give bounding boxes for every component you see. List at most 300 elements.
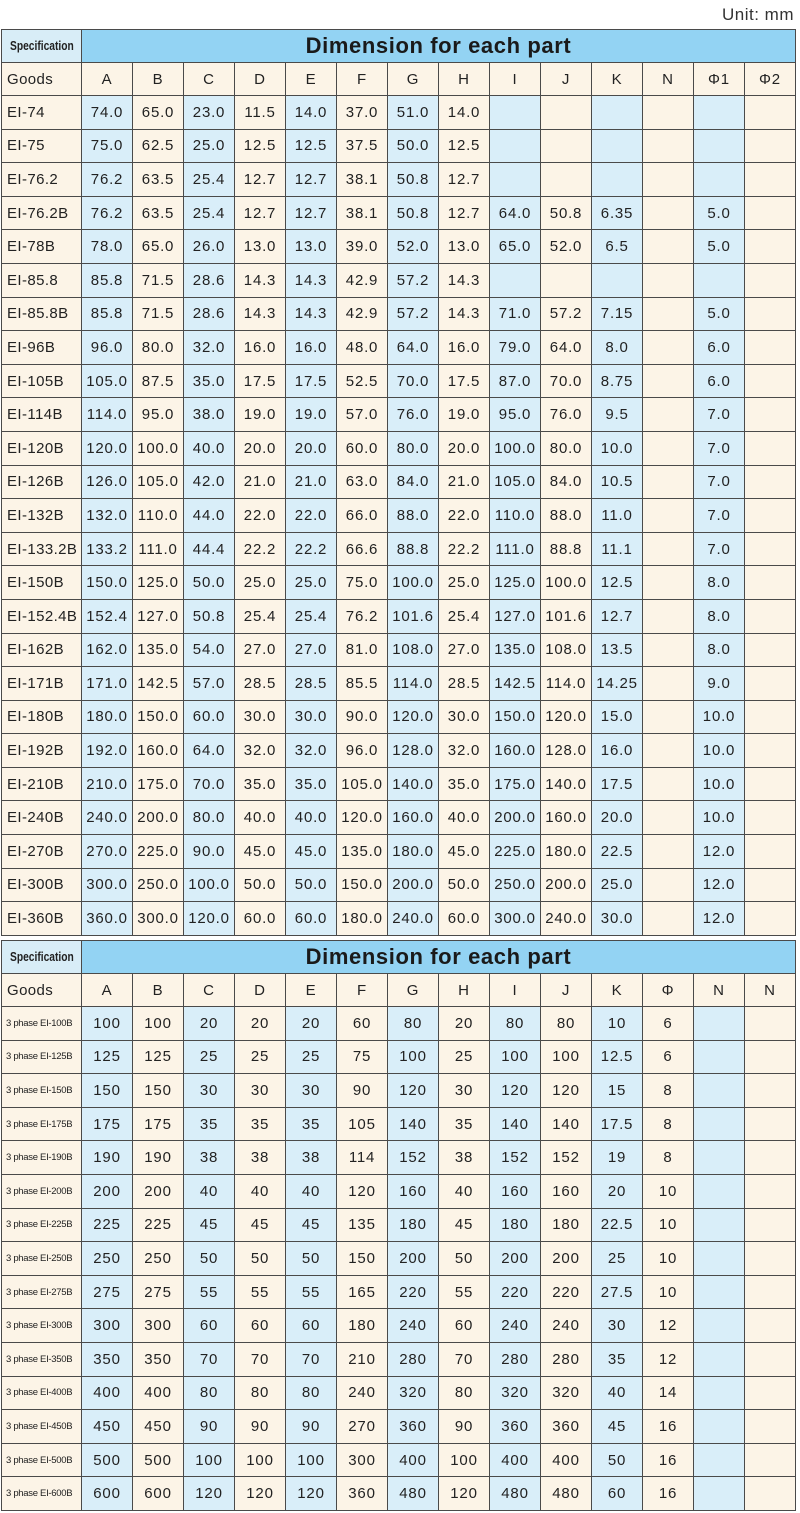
table-row [2,499,796,533]
goods-cell: 3 phase EI-450B [2,1410,82,1444]
column-header: J [541,974,592,1007]
value-cell: 300.0 [490,902,541,936]
column-header: N [694,974,745,1007]
value-cell: 320 [490,1376,541,1410]
value-cell: 88.0 [541,499,592,533]
value-cell [541,263,592,297]
value-cell [694,96,745,130]
value-cell: 280 [388,1342,439,1376]
column-header: H [439,63,490,96]
value-cell: 400 [541,1443,592,1477]
value-cell [694,1074,745,1108]
value-cell: 17.5 [235,364,286,398]
value-cell: 100 [541,1040,592,1074]
value-cell: 125 [133,1040,184,1074]
value-cell [745,129,796,163]
value-cell: 100 [133,1007,184,1041]
value-cell: 140.0 [541,767,592,801]
value-cell: 175.0 [490,767,541,801]
goods-cell: EI-78B [2,230,82,264]
value-cell: 150.0 [337,868,388,902]
value-cell: 400 [490,1443,541,1477]
value-cell: 120.0 [184,902,235,936]
value-cell: 100 [286,1443,337,1477]
value-cell: 27.0 [439,633,490,667]
value-cell: 12 [643,1309,694,1343]
value-cell [745,331,796,365]
value-cell [745,767,796,801]
value-cell: 50.8 [388,196,439,230]
value-cell: 20.0 [235,431,286,465]
value-cell: 28.6 [184,297,235,331]
table-row [2,1208,796,1242]
table-row [2,835,796,869]
value-cell: 52.0 [541,230,592,264]
value-cell: 220 [388,1275,439,1309]
value-cell [592,129,643,163]
goods-cell: EI-360B [2,902,82,936]
column-header-goods: Goods [2,63,82,96]
value-cell: 16.0 [592,734,643,768]
value-cell: 40 [592,1376,643,1410]
value-cell: 160.0 [388,801,439,835]
value-cell: 12.7 [235,163,286,197]
value-cell: 42.0 [184,465,235,499]
value-cell: 5.0 [694,297,745,331]
value-cell: 108.0 [541,633,592,667]
value-cell: 25.4 [286,599,337,633]
value-cell: 75.0 [82,129,133,163]
value-cell: 70 [184,1342,235,1376]
specification-label: Specification [2,941,82,974]
value-cell: 63.0 [337,465,388,499]
value-cell: 180 [541,1208,592,1242]
value-cell: 60.0 [184,700,235,734]
value-cell: 160 [490,1174,541,1208]
value-cell [745,599,796,633]
value-cell: 105.0 [133,465,184,499]
value-cell: 90.0 [337,700,388,734]
value-cell: 84.0 [541,465,592,499]
value-cell: 120.0 [541,700,592,734]
table-row [2,633,796,667]
value-cell: 8 [643,1141,694,1175]
value-cell: 55 [235,1275,286,1309]
value-cell: 60.0 [235,902,286,936]
value-cell: 105 [337,1107,388,1141]
value-cell: 270 [337,1410,388,1444]
goods-cell: EI-105B [2,364,82,398]
table-row [2,1074,796,1108]
value-cell [745,364,796,398]
value-cell [745,465,796,499]
value-cell: 50.8 [541,196,592,230]
value-cell: 27.5 [592,1275,643,1309]
value-cell: 250.0 [490,868,541,902]
value-cell [694,1376,745,1410]
value-cell: 76.2 [82,163,133,197]
value-cell: 10 [643,1275,694,1309]
goods-cell: 3 phase EI-600B [2,1477,82,1511]
table-row [2,1477,796,1511]
value-cell: 48.0 [337,331,388,365]
value-cell: 28.5 [286,667,337,701]
value-cell: 5.0 [694,230,745,264]
value-cell [745,398,796,432]
value-cell: 13.5 [592,633,643,667]
value-cell: 240 [490,1309,541,1343]
value-cell: 9.0 [694,667,745,701]
value-cell: 240.0 [388,902,439,936]
value-cell: 9.5 [592,398,643,432]
column-header: K [592,974,643,1007]
value-cell: 10.0 [592,431,643,465]
value-cell: 127.0 [490,599,541,633]
value-cell [745,532,796,566]
value-cell: 35 [184,1107,235,1141]
value-cell: 80.0 [541,431,592,465]
goods-cell: EI-152.4B [2,599,82,633]
value-cell: 6.0 [694,331,745,365]
goods-cell: EI-192B [2,734,82,768]
goods-cell: EI-133.2B [2,532,82,566]
value-cell: 114.0 [82,398,133,432]
value-cell: 38 [184,1141,235,1175]
value-cell: 42.9 [337,297,388,331]
value-cell: 45 [592,1410,643,1444]
column-header: Φ1 [694,63,745,96]
value-cell [643,196,694,230]
value-cell: 50.0 [286,868,337,902]
table-row [2,196,796,230]
column-header: D [235,974,286,1007]
value-cell: 250 [82,1242,133,1276]
value-cell: 14.0 [439,96,490,130]
table-row [2,1242,796,1276]
value-cell: 30.0 [286,700,337,734]
value-cell: 20.0 [592,801,643,835]
value-cell [694,1007,745,1041]
value-cell: 6 [643,1040,694,1074]
value-cell: 81.0 [337,633,388,667]
value-cell: 101.6 [388,599,439,633]
value-cell: 80 [286,1376,337,1410]
value-cell: 40.0 [286,801,337,835]
value-cell: 70 [439,1342,490,1376]
value-cell: 52.5 [337,364,388,398]
value-cell: 64.0 [541,331,592,365]
value-cell: 101.6 [541,599,592,633]
value-cell: 90 [184,1410,235,1444]
value-cell: 25.4 [184,163,235,197]
value-cell: 300.0 [133,902,184,936]
value-cell: 128.0 [388,734,439,768]
value-cell: 28.5 [439,667,490,701]
value-cell: 60 [235,1309,286,1343]
value-cell [643,96,694,130]
value-cell [490,96,541,130]
value-cell: 7.0 [694,532,745,566]
value-cell: 45.0 [439,835,490,869]
value-cell: 25 [439,1040,490,1074]
value-cell [745,263,796,297]
value-cell: 360 [388,1410,439,1444]
value-cell: 180.0 [388,835,439,869]
value-cell: 220 [541,1275,592,1309]
value-cell: 50.0 [439,868,490,902]
table-row [2,163,796,197]
value-cell: 180.0 [337,902,388,936]
value-cell: 35.0 [286,767,337,801]
value-cell: 12.5 [592,1040,643,1074]
value-cell: 105.0 [82,364,133,398]
table-row [2,566,796,600]
value-cell [541,163,592,197]
goods-cell: 3 phase EI-150B [2,1074,82,1108]
value-cell: 65.0 [133,230,184,264]
value-cell [745,1074,796,1108]
goods-cell: 3 phase EI-300B [2,1309,82,1343]
value-cell: 250.0 [133,868,184,902]
value-cell: 300 [133,1309,184,1343]
value-cell: 45 [184,1208,235,1242]
value-cell: 180 [388,1208,439,1242]
value-cell [745,1242,796,1276]
value-cell [643,633,694,667]
value-cell: 62.5 [133,129,184,163]
value-cell: 70.0 [388,364,439,398]
value-cell: 111.0 [133,532,184,566]
value-cell: 165 [337,1275,388,1309]
column-header: Φ2 [745,63,796,96]
value-cell: 35 [439,1107,490,1141]
value-cell: 125.0 [133,566,184,600]
table-row [2,431,796,465]
value-cell: 400 [82,1376,133,1410]
table-row [2,1342,796,1376]
table-row [2,263,796,297]
table-title: Dimension for each part [82,30,796,63]
value-cell: 25.0 [592,868,643,902]
value-cell: 16 [643,1477,694,1511]
value-cell [694,1141,745,1175]
value-cell: 160.0 [490,734,541,768]
value-cell: 60 [337,1007,388,1041]
value-cell: 275 [133,1275,184,1309]
value-cell: 11.1 [592,532,643,566]
value-cell: 10 [643,1242,694,1276]
value-cell: 16.0 [235,331,286,365]
column-header: E [286,974,337,1007]
value-cell: 40 [184,1174,235,1208]
value-cell: 88.8 [541,532,592,566]
value-cell: 45 [439,1208,490,1242]
value-cell: 100.0 [184,868,235,902]
table-row [2,1141,796,1175]
value-cell: 70.0 [184,767,235,801]
value-cell: 40 [286,1174,337,1208]
value-cell: 192.0 [82,734,133,768]
value-cell [643,566,694,600]
value-cell: 133.2 [82,532,133,566]
value-cell: 480 [541,1477,592,1511]
value-cell: 200.0 [490,801,541,835]
value-cell: 17.5 [439,364,490,398]
value-cell: 20.0 [286,431,337,465]
column-header: K [592,63,643,96]
value-cell: 76.2 [337,599,388,633]
value-cell: 13.0 [235,230,286,264]
value-cell: 76.2 [82,196,133,230]
value-cell: 22.2 [286,532,337,566]
value-cell: 87.5 [133,364,184,398]
value-cell: 15.0 [592,700,643,734]
value-cell: 8.75 [592,364,643,398]
column-header: H [439,974,490,1007]
value-cell: 57.0 [337,398,388,432]
value-cell: 6.0 [694,364,745,398]
value-cell: 50 [235,1242,286,1276]
value-cell: 17.5 [286,364,337,398]
value-cell [745,1141,796,1175]
value-cell [745,431,796,465]
value-cell: 85.8 [82,263,133,297]
column-header-goods: Goods [2,974,82,1007]
value-cell: 17.5 [592,1107,643,1141]
value-cell: 74.0 [82,96,133,130]
value-cell [643,331,694,365]
goods-cell: EI-76.2B [2,196,82,230]
value-cell: 250 [133,1242,184,1276]
value-cell: 100.0 [388,566,439,600]
value-cell: 225 [133,1208,184,1242]
value-cell: 38.1 [337,196,388,230]
value-cell: 75 [337,1040,388,1074]
value-cell: 50 [286,1242,337,1276]
value-cell: 180.0 [541,835,592,869]
value-cell: 14.25 [592,667,643,701]
value-cell [694,163,745,197]
value-cell [745,1208,796,1242]
value-cell: 225.0 [490,835,541,869]
value-cell [745,1309,796,1343]
value-cell [694,129,745,163]
column-header: B [133,974,184,1007]
value-cell: 28.5 [235,667,286,701]
column-header: C [184,974,235,1007]
value-cell [745,1040,796,1074]
value-cell: 7.0 [694,465,745,499]
value-cell: 175.0 [133,767,184,801]
value-cell: 12.0 [694,902,745,936]
value-cell: 240 [388,1309,439,1343]
value-cell [745,96,796,130]
value-cell: 21.0 [235,465,286,499]
column-header: N [643,63,694,96]
value-cell: 180 [490,1208,541,1242]
value-cell: 12.5 [286,129,337,163]
value-cell: 80 [184,1376,235,1410]
value-cell: 12.7 [286,196,337,230]
value-cell: 6 [643,1007,694,1041]
value-cell: 80 [541,1007,592,1041]
value-cell [745,1174,796,1208]
value-cell: 300.0 [82,868,133,902]
value-cell: 152 [388,1141,439,1175]
value-cell [643,868,694,902]
value-cell: 38 [439,1141,490,1175]
column-header: J [541,63,592,96]
column-header: A [82,63,133,96]
value-cell: 180 [337,1309,388,1343]
value-cell: 120 [439,1477,490,1511]
value-cell: 38 [286,1141,337,1175]
value-cell: 64.0 [184,734,235,768]
value-cell: 150.0 [133,700,184,734]
value-cell: 600 [133,1477,184,1511]
value-cell: 200 [82,1174,133,1208]
value-cell: 14.3 [439,263,490,297]
value-cell [643,263,694,297]
value-cell: 240 [541,1309,592,1343]
value-cell: 20.0 [439,431,490,465]
value-cell: 480 [490,1477,541,1511]
value-cell: 180.0 [82,700,133,734]
value-cell [694,1309,745,1343]
value-cell: 60 [439,1309,490,1343]
value-cell: 10.0 [694,767,745,801]
value-cell [643,700,694,734]
value-cell: 22.0 [235,499,286,533]
value-cell: 105.0 [490,465,541,499]
table-row [2,96,796,130]
value-cell: 150.0 [82,566,133,600]
value-cell [745,230,796,264]
value-cell: 90 [337,1074,388,1108]
value-cell: 16 [643,1443,694,1477]
value-cell: 225 [82,1208,133,1242]
value-cell: 30.0 [439,700,490,734]
value-cell [694,1275,745,1309]
value-cell: 10 [643,1208,694,1242]
value-cell: 45 [286,1208,337,1242]
value-cell: 54.0 [184,633,235,667]
value-cell [643,599,694,633]
table-row [2,398,796,432]
value-cell: 150 [133,1074,184,1108]
value-cell [745,734,796,768]
value-cell: 100 [388,1040,439,1074]
value-cell: 12.5 [439,129,490,163]
value-cell: 220 [490,1275,541,1309]
table-row [2,230,796,264]
value-cell: 21.0 [439,465,490,499]
value-cell: 25.0 [235,566,286,600]
value-cell: 50 [439,1242,490,1276]
value-cell: 26.0 [184,230,235,264]
value-cell: 126.0 [82,465,133,499]
value-cell: 57.2 [388,297,439,331]
value-cell: 190 [82,1141,133,1175]
goods-cell: EI-96B [2,331,82,365]
value-cell: 8 [643,1074,694,1108]
value-cell: 87.0 [490,364,541,398]
value-cell: 100 [235,1443,286,1477]
value-cell: 150 [82,1074,133,1108]
value-cell [643,532,694,566]
column-header: D [235,63,286,96]
value-cell: 152.4 [82,599,133,633]
